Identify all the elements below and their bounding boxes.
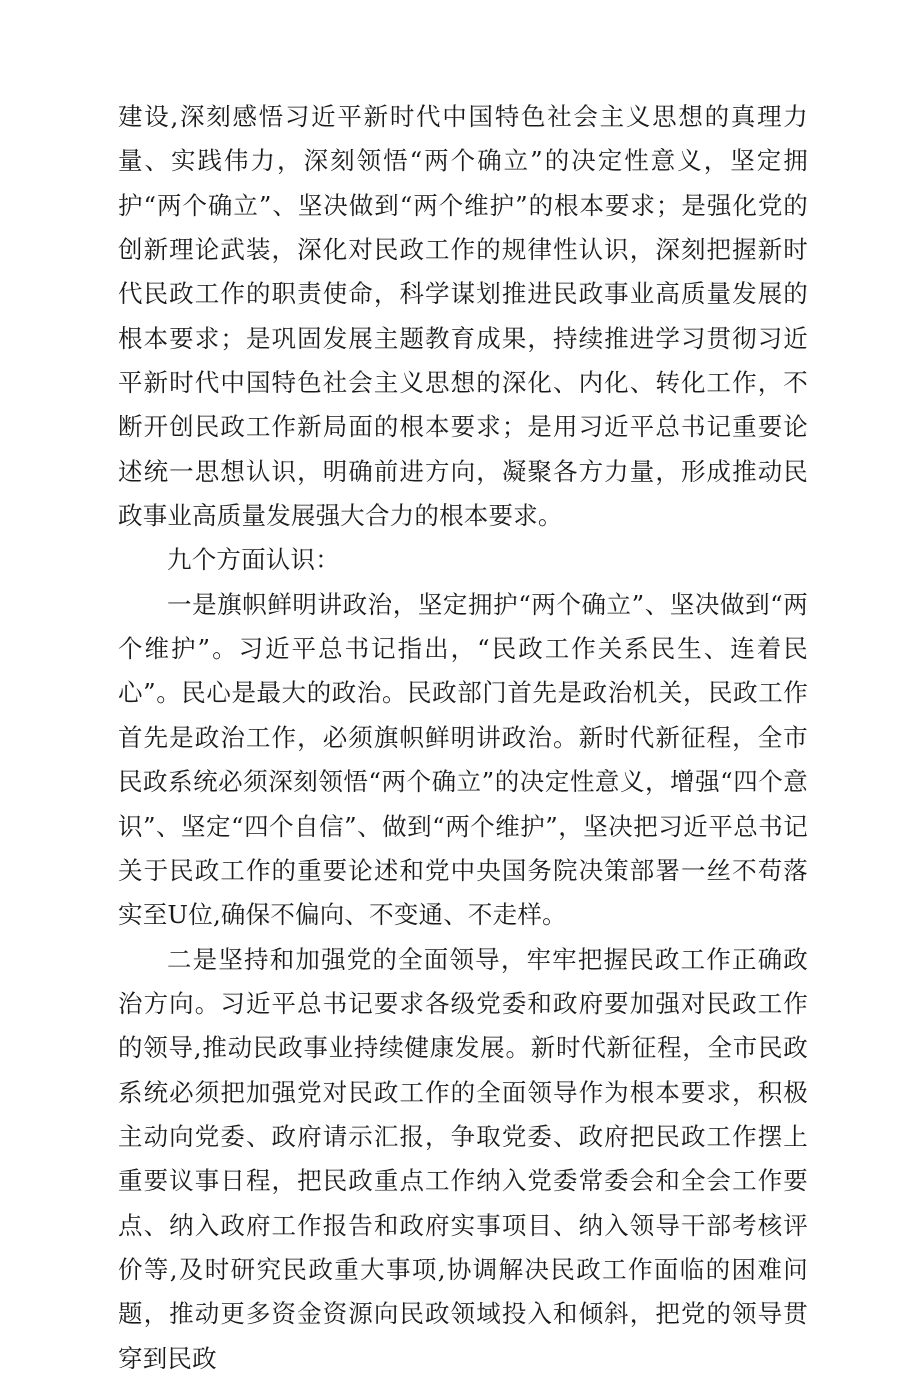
document-body [118, 95, 808, 1381]
paragraph-point-one: 一是旗帜鲜明讲政治，坚定拥护“两个确立”、坚决做到“两个维护”。习近平总书记指出，“民政工作关系民生、连着民心”。民心是最大的政治。民政部门首先是政治机关，民政工作首先是政治工作，必须旗帜鲜明讲政治。新时代新征程，全市民政系统必须深刻领悟“两个确立”的决定性意义，增强“四个意识”、坚定“四个自信”、做到“两个维护”，坚决把习近平总书记关于民政工作的重要论述和党中央国务院决策部署一丝不苟落实至U位,确保不偏向、不变通、不走样。 [118, 589, 808, 930]
paragraph-continuation: 建设,深刻感悟习近平新时代中国特色社会主义思想的真理力量、实践伟力，深刻领悟“两个确立”的决定性意义，坚定拥护“两个确立”、坚决做到“两个维护”的根本要求；是强化党的创新理论武装，深化对民政工作的规律性认识，深刻把握新时代民政工作的职责使命，科学谋划推进民政事业高质量发展的根本要求；是巩固发展主题教育成果，持续推进学习贯彻习近平新时代中国特色社会主义思想的深化、内化、转化工作，不断开创民政工作新局面的根本要求；是用习近平总书记重要论述统一思想认识，明确前进方向，凝聚各方力量，形成推动民政事业高质量发展强大合力的根本要求。 [118, 102, 808, 531]
paragraph-point-two: 二是坚持和加强党的全面领导，牢牢把握民政工作正确政治方向。习近平总书记要求各级党委和政府要加强对民政工作的领导,推动民政事业持续健康发展。新时代新征程，全市民政系统必须把加强党对民政工作的全面领导作为根本要求，积极主动向党委、政府请示汇报，争取党委、政府把民政工作摆上重要议事日程，把民政重点工作纳入党委常委会和全会工作要点、纳入政府工作报告和政府实事项目、纳入领导干部考核评价等,及时研究民政重大事项,协调解决民政工作面临的困难问题，推动更多资金资源向民政领域投入和倾斜，把党的领导贯穿到民政 [118, 944, 808, 1373]
paragraph-section-heading: 九个方面认识： [167, 545, 340, 575]
